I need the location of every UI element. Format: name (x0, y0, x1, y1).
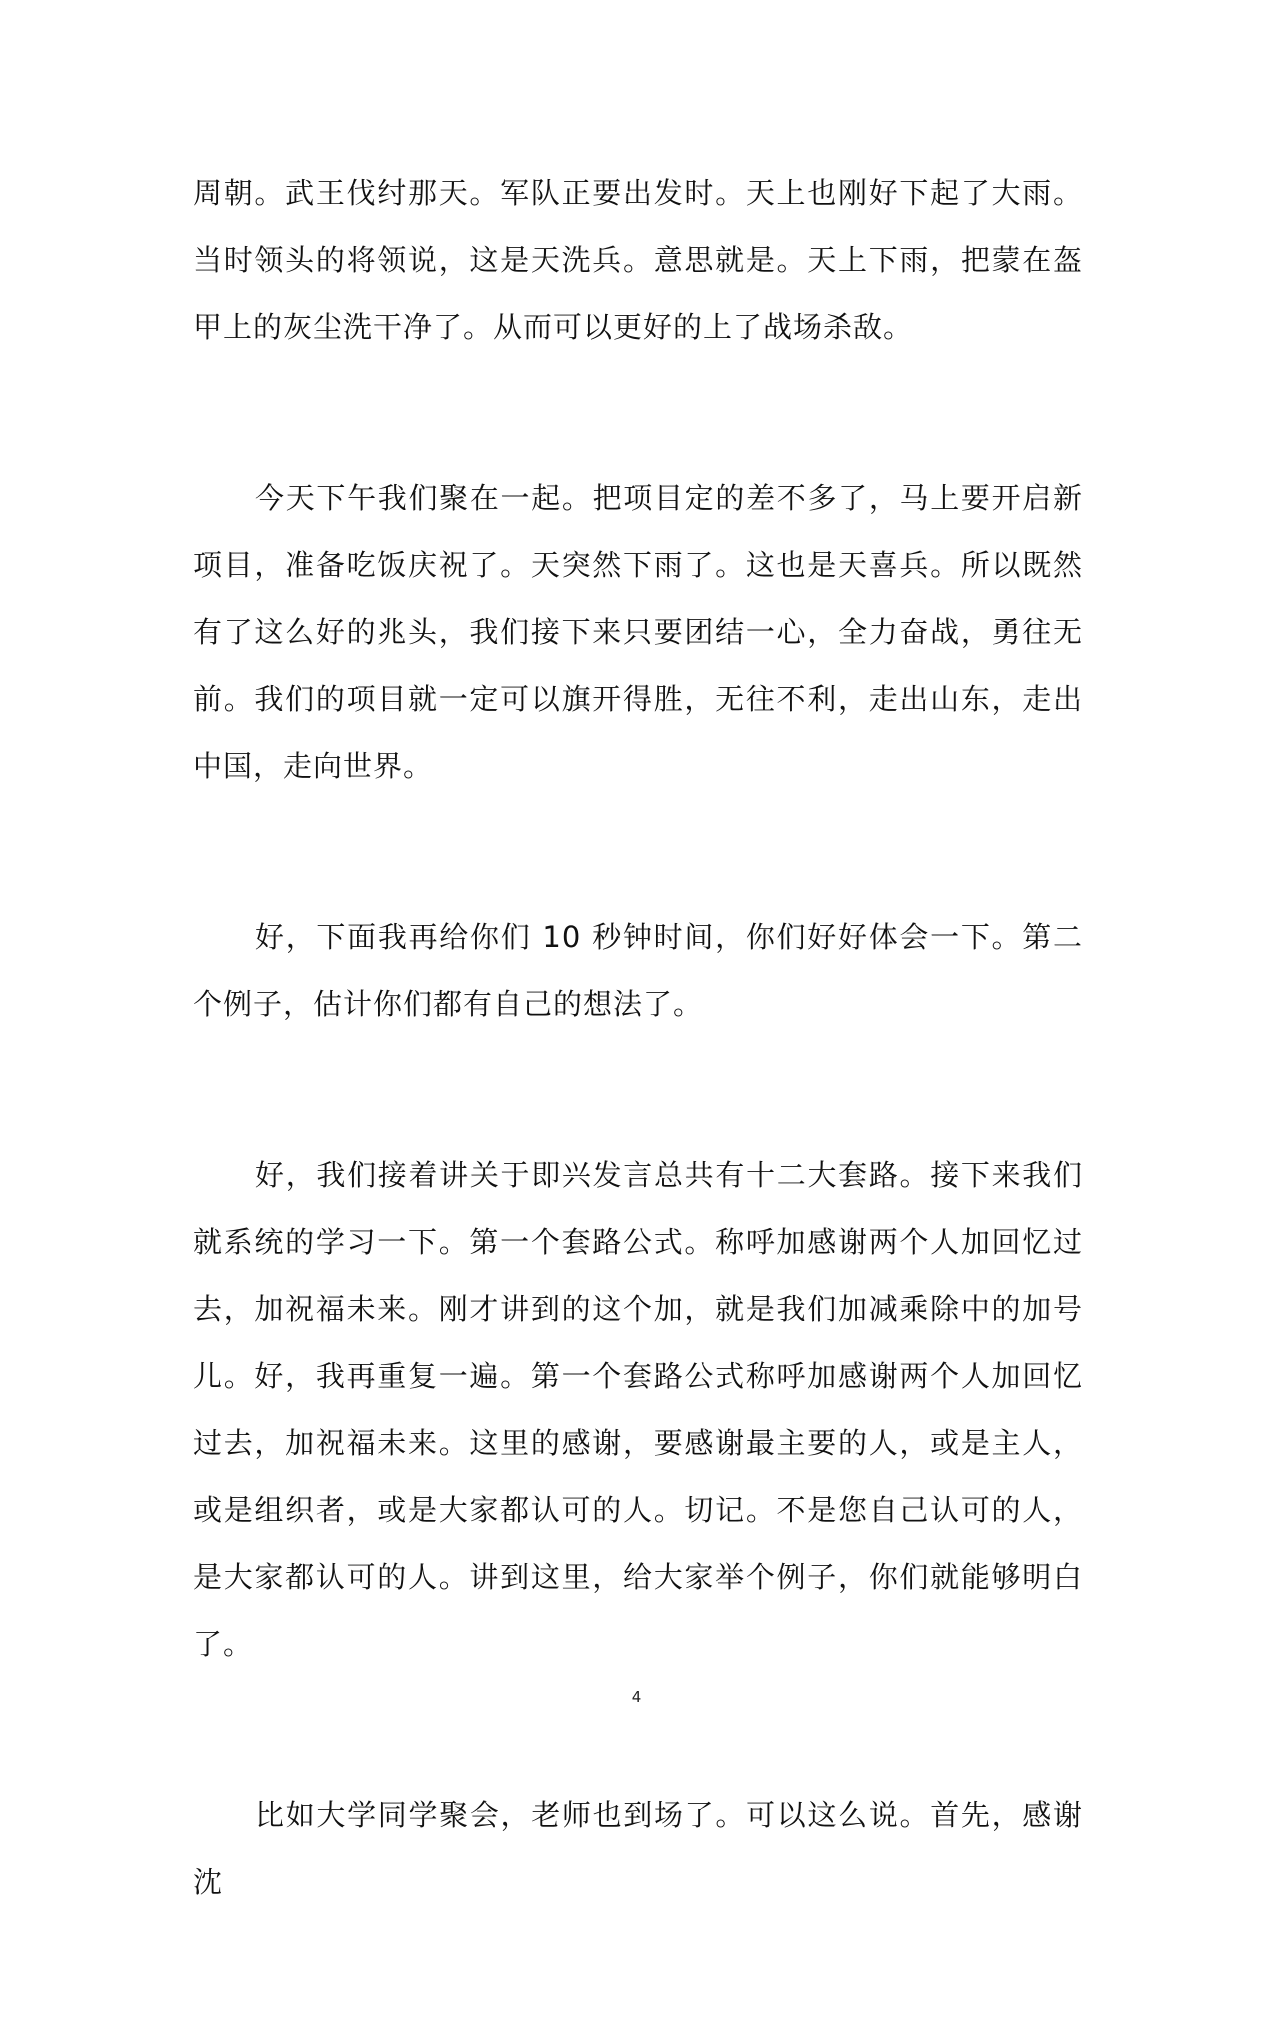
document-body (193, 160, 1083, 2020)
paragraph-continuation: 周朝。武王伐纣那天。军队正要出发时。天上也刚好下起了大雨。当时领头的将领说，这是天洗兵。意思就是。天上下雨，把蒙在盔甲上的灰尘洗干净了。从而可以更好的上了战场杀敌。 (193, 176, 1083, 344)
paragraph: 今天下午我们聚在一起。把项目定的差不多了，马上要开启新项目，准备吃饭庆祝了。天突然下雨了。这也是天喜兵。所以既然有了这么好的兆头，我们接下来只要团结一心，全力奋战，勇往无前。我们的项目就一定可以旗开得胜，无往不利，走出山东，走出中国，走向世界。 (193, 481, 1083, 783)
paragraph: 好，我们接着讲关于即兴发言总共有十二大套路。接下来我们就系统的学习一下。第一个套路公式。称呼加感谢两个人加回忆过去，加祝福未来。刚才讲到的这个加，就是我们加减乘除中的加号儿。好，我再重复一遍。第一个套路公式称呼加感谢两个人加回忆过去，加祝福未来。这里的感谢，要感谢最主要的人，或是主人，或是组织者，或是大家都认可的人。切记。不是您自己认可的人，是大家都认可的人。讲到这里，给大家举个例子，你们就能够明白了。 (193, 1158, 1083, 1661)
page-number: 4 (631, 1688, 642, 1706)
paragraph: 好，下面我再给你们 10 秒钟时间，你们好好体会一下。第二个例子，估计你们都有自己的想法了。 (193, 920, 1083, 1021)
paragraph: 比如大学同学聚会，老师也到场了。可以这么说。首先，感谢沈 (193, 1798, 1083, 1899)
